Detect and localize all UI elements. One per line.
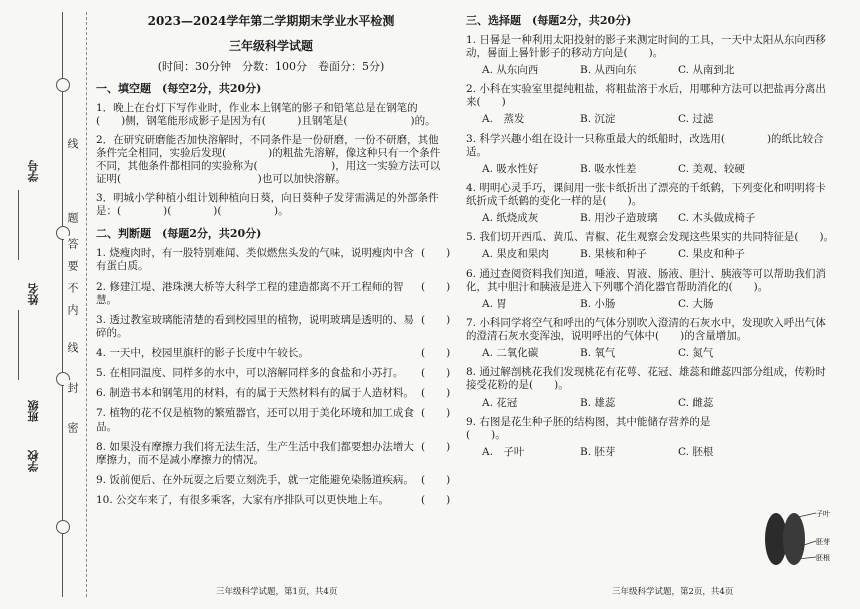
seal-char: 线 xyxy=(66,342,79,353)
mc-options xyxy=(482,397,836,410)
mc-option[interactable]: B. 氧气 xyxy=(580,347,616,360)
tf-question-text: 3. 透过教室玻璃能清楚的看到校园里的植物，说明玻璃是透明的、易碎的。 xyxy=(96,313,414,339)
exam-subtitle: 三年级科学试题 xyxy=(228,39,313,53)
seal-char: 答 xyxy=(66,238,79,249)
tf-question xyxy=(96,494,451,507)
answer-paren[interactable]: ( ) xyxy=(421,280,451,293)
mc-question: 5. 我们切开西瓜、黄瓜、青椒、花生观察会发现这些果实的共同特征是( )。 xyxy=(466,231,835,244)
exam-title: 2023—2024学年第二学期期末学业水平检测 xyxy=(147,14,395,28)
tf-question-text: 1. 烧瘦肉时，有一股特别难闻、类似燃焦头发的气味，说明瘦肉中含有蛋白质。 xyxy=(96,247,414,273)
binding-line xyxy=(62,12,63,597)
seal-char: 要 xyxy=(66,260,79,271)
answer-paren[interactable]: ( ) xyxy=(421,473,451,486)
mc-option[interactable]: C. 氮气 xyxy=(678,347,714,360)
mc-option[interactable]: B. 小肠 xyxy=(580,297,616,310)
mc-option[interactable]: B. 从西向东 xyxy=(580,64,637,76)
mc-options xyxy=(482,212,836,225)
mc-option[interactable]: A. 纸烧成灰 xyxy=(482,212,539,225)
cotyledon-shape xyxy=(783,513,805,565)
mc-options xyxy=(482,163,836,176)
mc-option[interactable]: B. 沉淀 xyxy=(580,113,616,126)
tf-question-text: 9. 饭前便后、在外玩耍之后要立刻洗手，就一定能避免染肠道疾病。 xyxy=(96,473,414,486)
student-no-label: 学号 xyxy=(27,160,40,182)
answer-paren[interactable]: ( ) xyxy=(421,313,451,326)
page-two xyxy=(466,0,836,459)
mc-options xyxy=(482,64,836,77)
binding-hole xyxy=(56,78,70,92)
name-field[interactable] xyxy=(18,310,19,380)
mc-option[interactable]: B. 果核和种子 xyxy=(580,248,647,261)
tf-question-text: 10. 公交车来了，有很多乘客，大家有序排队可以更快地上车。 xyxy=(96,494,390,506)
answer-paren[interactable]: ( ) xyxy=(421,367,451,380)
seal-char: 不 xyxy=(66,282,79,293)
fill-question[interactable]: 2．在研究研磨能否加快溶解时，不同条件是一份研磨，一份不研磨，其他条件完全相同，实验后发现( )的粗盐先溶解，像这种只有一个条件不同，其他条件都相同的实验称为( )，用这一实验方法可以证明( )也可以加快溶解。 xyxy=(96,133,441,186)
tf-question xyxy=(96,247,451,273)
seal-char: 题 xyxy=(66,212,79,223)
mc-options xyxy=(482,347,836,360)
tf-question xyxy=(96,440,451,467)
seed-label: 子叶 xyxy=(816,510,830,518)
mc-option[interactable]: A. 果皮和果肉 xyxy=(482,248,549,261)
fill-question[interactable]: 3．明城小学种植小组计划种植向日葵，向日葵种子发芽需满足的外部条件是：( )( )( )。 xyxy=(96,192,439,218)
exam-info: (时间：30分钟 分数：100分 卷面分：5分) xyxy=(157,60,385,73)
mc-option[interactable]: C. 雌蕊 xyxy=(678,396,714,409)
page-footer-right: 三年级科学试题，第2页，共4页 xyxy=(612,587,734,597)
leader-line xyxy=(798,513,816,517)
mc-option[interactable]: C. 大肠 xyxy=(678,297,714,310)
mc-question: 7. 小科同学将空气和呼出的气体分别吹入澄清的石灰水中，发现吹入呼出气体的澄清石灰水变浑浊，说明呼出的气体中( )的含量增加。 xyxy=(466,316,826,342)
mc-question: 9. 右图是花生种子胚的结构图，其中能储存营养的是( )。 xyxy=(466,415,711,441)
mc-options xyxy=(482,298,836,311)
mc-option[interactable]: A. 胃 xyxy=(482,297,507,310)
peanut-embryo-diagram xyxy=(758,507,838,569)
binding-hole xyxy=(56,520,70,534)
mc-option[interactable]: A. 蒸发 xyxy=(482,113,525,126)
section-fill-heading: 一、填空题 (每空2分，共20分) xyxy=(96,81,262,95)
mc-option[interactable]: C. 过滤 xyxy=(678,113,714,126)
mc-option[interactable]: C. 木头做成椅子 xyxy=(678,212,756,225)
mc-option[interactable]: A. 二氧化碳 xyxy=(482,347,539,360)
seal-char: 线 xyxy=(66,138,79,149)
answer-paren[interactable]: ( ) xyxy=(421,440,451,453)
tf-question xyxy=(96,313,451,340)
tf-question-text: 7. 植物的花不仅是植物的繁殖器官，还可以用于美化环境和加工成食品。 xyxy=(96,407,414,433)
tf-question-text: 8. 如果没有摩擦力我们将无法生活，生产生活中我们都要想办法增大摩擦力，而不是减小摩擦力的情况。 xyxy=(96,440,414,466)
class-label: 班级 xyxy=(27,400,40,422)
page-footer-left: 三年级科学试题，第1页，共4页 xyxy=(216,587,338,597)
answer-paren[interactable]: ( ) xyxy=(421,387,451,400)
seed-label: 胚芽 xyxy=(816,538,830,546)
seal-char: 封 xyxy=(66,382,79,393)
answer-paren[interactable]: ( ) xyxy=(421,347,451,359)
seal-char: 密 xyxy=(66,422,79,433)
mc-option[interactable]: B. 用沙子造玻璃 xyxy=(580,212,658,225)
section-tf-heading: 二、判断题 (每题2分，共20分) xyxy=(96,226,262,240)
mc-question: 8. 通过解剖桃花我们发现桃花有花萼、花冠、雄蕊和雌蕊四部分组成，传粉时接受花粉的是( )。 xyxy=(466,366,826,392)
mc-option[interactable]: A. 从东向西 xyxy=(482,64,539,76)
mc-option[interactable]: C. 果皮和种子 xyxy=(678,248,745,261)
tf-question xyxy=(96,347,451,360)
tf-question xyxy=(96,367,451,380)
mc-option[interactable]: B. 吸水性差 xyxy=(580,162,637,175)
mc-question: 4. 明明心灵手巧，课间用一张卡纸折出了漂亮的千纸鹤，下列变化和明明将卡纸折成千纸鹤的变化一样的是( )。 xyxy=(466,181,826,207)
answer-paren[interactable]: ( ) xyxy=(421,494,451,506)
mc-option[interactable]: B. 胚芽 xyxy=(580,445,616,458)
mc-options xyxy=(482,446,836,459)
tf-question-text: 2. 修建江堤、港珠澳大桥等大科学工程的建造都离不开工程师的智慧。 xyxy=(96,280,404,306)
page-one xyxy=(96,0,451,507)
seed-label: 胚根 xyxy=(816,554,830,562)
tf-question-text: 4. 一天中，校园里旗杆的影子长度中午较长。 xyxy=(96,347,309,359)
mc-option[interactable]: B. 雄蕊 xyxy=(580,396,616,409)
binding-dashed-line xyxy=(86,12,87,597)
mc-option[interactable]: A. 子叶 xyxy=(482,445,525,458)
tf-question xyxy=(96,387,451,400)
tf-question xyxy=(96,473,451,487)
student-no-field[interactable] xyxy=(18,190,19,260)
mc-option[interactable]: C. 美观、较硬 xyxy=(678,162,745,175)
school-label: 学校 xyxy=(27,450,40,472)
tf-question xyxy=(96,407,451,433)
answer-paren[interactable]: ( ) xyxy=(421,247,451,260)
tf-question-text: 6. 制造书本和钢笔用的材料，有的属于天然材料有的属于人造材料。 xyxy=(96,387,414,400)
answer-paren[interactable]: ( ) xyxy=(421,407,451,420)
mc-option[interactable]: C. 胚根 xyxy=(678,445,714,458)
mc-question: 2. 小科在实验室里提纯粗盐，将粗盐溶于水后，用哪种方法可以把盐再分离出来( ) xyxy=(466,83,826,109)
mc-question: 1. 日晷是一种利用太阳投射的影子来测定时间的工具，一天中太阳从东向西移动，晷面上晷针影子的移动方向是( )。 xyxy=(466,33,826,59)
mc-options xyxy=(482,113,836,126)
mc-question: 3. 科学兴趣小组在设计一只称重最大的纸船时，改选用( )的纸比较合适。 xyxy=(466,132,824,158)
name-label: 姓名 xyxy=(27,283,40,305)
mc-options xyxy=(482,248,836,261)
binding-strip xyxy=(0,0,92,609)
mc-option[interactable]: C. 从南到北 xyxy=(678,64,735,76)
section-mc-heading: 三、选择题 (每题2分，共20分) xyxy=(466,14,632,27)
mc-question: 6. 通过查阅资料我们知道，唾液、胃液、肠液、胆汁、胰液等可以帮助我们消化，其中胆汁和胰液是进入下列哪个消化器官帮助消化的( )。 xyxy=(466,267,826,293)
tf-question xyxy=(96,280,451,307)
tf-question-text: 5. 在相同温度、同样多的水中，可以溶解同样多的食盐和小苏打。 xyxy=(96,367,404,380)
mc-option[interactable]: A. 吸水性好 xyxy=(482,162,539,175)
fill-question[interactable]: 1．晚上在台灯下写作业时，作业本上钢笔的影子和铅笔总是在钢笔的( )侧，钢笔能形成影子是因为有( )且钢笔是( )的。 xyxy=(96,101,436,127)
seal-char: 内 xyxy=(66,304,79,315)
mc-option[interactable]: A. 花冠 xyxy=(482,396,518,409)
